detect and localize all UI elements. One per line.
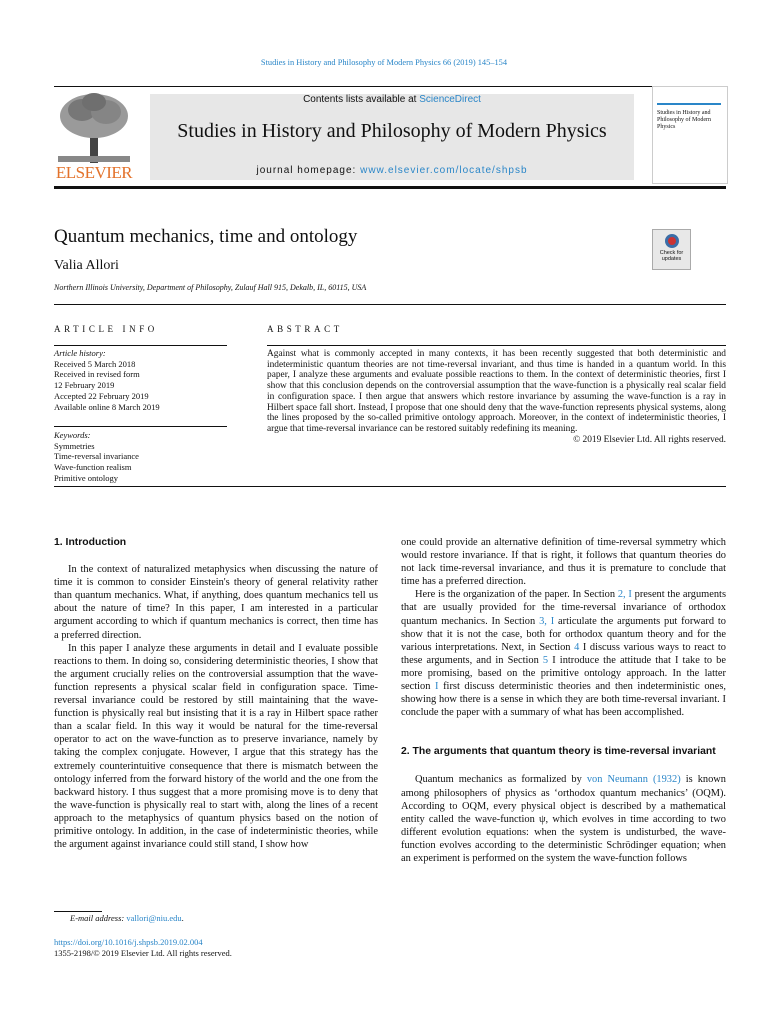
article-title: Quantum mechanics, time and ontology [54, 226, 358, 247]
history-item: Received in revised form [54, 369, 140, 380]
author-name[interactable]: Valia Allori [54, 258, 119, 273]
article-info-rule [54, 345, 227, 346]
header-rule [54, 86, 726, 87]
issn-copyright: 1355-2198/© 2019 Elsevier Ltd. All rights reserved. [54, 948, 232, 958]
history-item: Available online 8 March 2019 [54, 401, 160, 412]
history-item: 12 February 2019 [54, 380, 115, 391]
doi-block [54, 937, 232, 959]
article-history [54, 348, 227, 412]
keyword-item: Symmetries [54, 440, 95, 451]
body-right-column [401, 536, 726, 865]
history-item: Accepted 22 February 2019 [54, 390, 149, 401]
section-ref-link[interactable]: 3, I [539, 615, 555, 627]
keyword-item: Primitive ontology [54, 472, 118, 483]
history-label: Article history: [54, 348, 106, 358]
section-ref-link[interactable]: 2, I [617, 589, 632, 601]
abstract-copyright: © 2019 Elsevier Ltd. All rights reserved. [573, 434, 726, 445]
crossmark-icon [665, 234, 679, 248]
keyword-item: Time-reversal invariance [54, 451, 139, 462]
abstract-bottom-rule [54, 486, 726, 487]
keywords-list [54, 430, 227, 484]
crossmark-label: Check for updates [659, 250, 684, 262]
header-thick-rule [54, 186, 726, 189]
abstract-heading: ABSTRACT [267, 324, 343, 334]
journal-homepage: journal homepage: www.elsevier.com/locate/shpsb [256, 165, 528, 176]
article-info-heading: ARTICLE INFO [54, 324, 158, 334]
author-affiliation: Northern Illinois University, Department of Philosophy, Zulauf Hall 915, Dekalb, IL, 60115, USA [54, 283, 367, 292]
footnote-email: E-mail address: vallori@niu.edu. [70, 913, 184, 923]
cover-title: Studies in History and Philosophy of Modern Physics [657, 110, 711, 130]
section-heading-arguments: 2. The arguments that quantum theory is time-reversal invariant [401, 746, 716, 758]
keywords-rule [54, 426, 227, 427]
abstract-text [267, 349, 726, 445]
section-ref-link[interactable]: 4 [574, 641, 580, 653]
paragraph: In this paper I analyze these arguments in detail and I evaluate possible reactions to them. In doing so, considering deterministic theories, I show that the argument crucially relies on the controversial assumption that the wave-function represents a physical scalar field in configuration space. Time-reversal invariance could be restored by still maintaining that the wave-function is physically real but insisting that it is a ray in Hilbert space rather than a scalar field. In this way it would be natural for the time-reversal operator to act on the wave-function as to preserve invariance, namely by taking the complex conjugate. However, I argue that this strategy has the extremely counterintuitive consequence that there is mismatch between the ontology inferred from the forward history of the world and the one from the backward history. I thus suggest that a more promising move is to deny that the wave-function is physically real to start with, along the lines of a recent approach to the metaphysics of quantum physics based on the notion of primitive ontology. In addition, in the case of indeterministic theories, while the argument against invariance could still stand, I show how [54, 642, 378, 851]
citation-link[interactable]: von Neumann (1932) [586, 774, 681, 786]
elsevier-wordmark: ELSEVIER [55, 163, 133, 182]
paragraph: In the context of naturalized metaphysics when discussing the nature of time it is common to consider Einstein's theory of general relativity rather than quantum mechanics. What, if anything, does quantum mechanics tell us about the nature of time? In this paper, I am interested in a particular argument according to which if quantum mechanics is correct, then time has a preferred direction. [54, 564, 378, 641]
section-ref-link[interactable]: 5 [542, 654, 549, 666]
title-rule [54, 304, 726, 305]
paragraph-organization: Here is the organization of the paper. In Section 2, I present the arguments that are usually provided for the time-reversal invariance of orthodox quantum mechanics. In Section 3, I articulate the arguments put forward to show that it is not the case, both for orthodox quantum theory and for the various interpretations. Next, in Section 4 I discuss various ways to react to these arguments, and in Section 5 I introduce the attitude that I take to be more promising, based on the primitive ontology approach. In the latter section I first discuss deterministic theories and then indeterministic ones, showing how there is a sense in which they are both time-reversal invariant. I conclude the paper with a summary of what has been accomplished. [401, 589, 726, 719]
contents-line: Contents lists available at ScienceDirect [303, 94, 481, 105]
keywords-label: Keywords: [54, 430, 91, 440]
footnote-rule [54, 911, 102, 912]
abstract-body: Against what is commonly accepted in many contexts, it has been recently suggested that both deterministic and indeterministic quantum theories are not time-reversal invariant, and thus time is handed in a quantum world. In this paper, I analyze these arguments and evaluate possible reactions to them. In the context of deterministic theories, first I show that this conclusion depends on the controversial assumption that the wave-function is a physically real scalar field in configuration space. I then argue that answers which restore invariance by assuming the wave-function is a ray in Hilbert space fall short. Instead, I propose that one should deny that the wave-function represents physical systems, along the lines proposed by the so-called primitive ontology approach. Moreover, in the context of indeterministic theories, I argue that time-reversal invariance can be restored suitably redefining its meaning. [267, 349, 726, 434]
section-ref-link[interactable]: I [435, 681, 439, 693]
paragraph-continued: one could provide an alternative definition of time-reversal symmetry which would restore invariance. If that is right, it follows that quantum theories do not lack time-reversal invariance, and thus it is premature to conclude that time has a preferred direction. [401, 537, 726, 588]
cover-stripe [657, 103, 721, 105]
journal-title: Studies in History and Philosophy of Modern Physics [177, 120, 607, 142]
history-item: Received 5 March 2018 [54, 358, 136, 369]
section-heading-introduction: 1. Introduction [54, 537, 127, 548]
doi-link[interactable]: https://doi.org/10.1016/j.shpsb.2019.02.004 [54, 937, 203, 947]
keyword-item: Wave-function realism [54, 462, 132, 473]
journal-cover-thumbnail[interactable] [652, 86, 728, 184]
check-for-updates-badge[interactable] [652, 229, 691, 270]
paragraph: Quantum mechanics as formalized by von Neumann (1932) is known among philosophers of physics as ‘orthodox quantum mechanics’ (OQM). According to OQM, every physical object is described by a mathematical entity called the wave-function ψ, which evolves in time according to two different evolution equations: when the system is undisturbed, the wave-function evolves according to the deterministic Schrödinger equation; when an experiment is performed on the system the wave-function follows [401, 774, 726, 864]
homepage-link[interactable]: www.elsevier.com/locate/shpsb [360, 165, 528, 176]
email-link[interactable]: vallori@niu.edu [126, 913, 182, 923]
body-left-column [54, 536, 378, 851]
sciencedirect-link[interactable]: ScienceDirect [419, 94, 481, 105]
abstract-rule [267, 345, 726, 346]
journal-citation[interactable]: Studies in History and Philosophy of Modern Physics 66 (2019) 145–154 [260, 58, 508, 67]
